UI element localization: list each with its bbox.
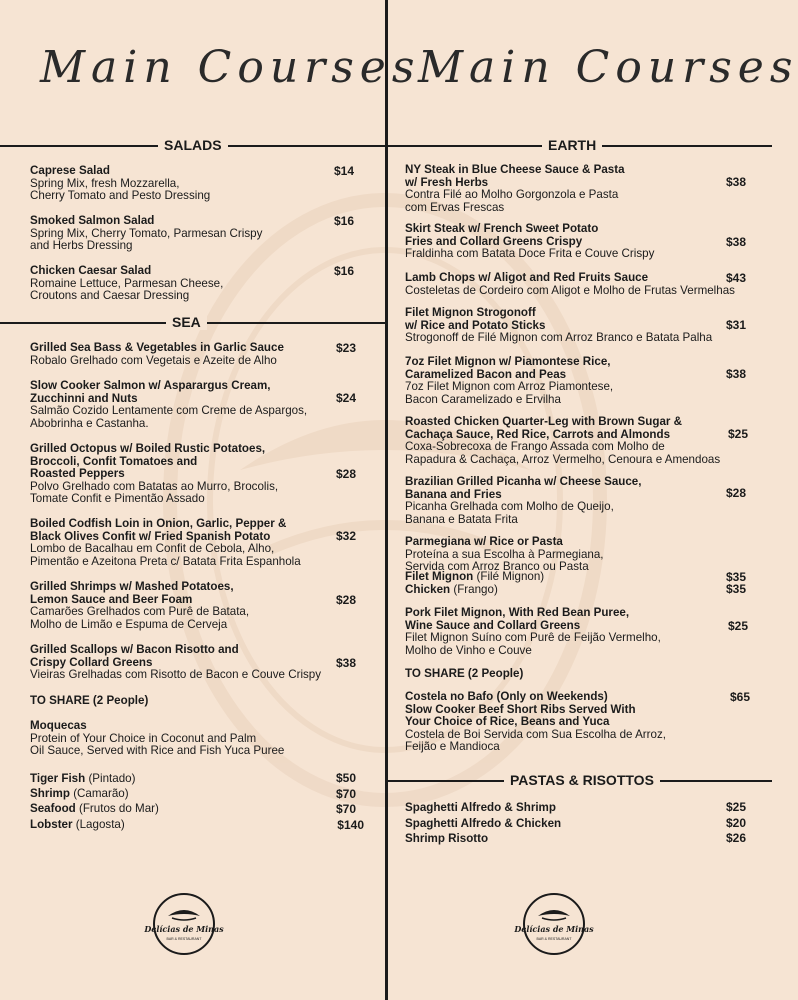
- item-price: $25: [727, 619, 748, 633]
- option-price: $35: [725, 570, 746, 584]
- item-price: $25: [725, 800, 746, 814]
- item-name: Moquecas: [30, 719, 87, 732]
- item-name: Filet Mignon Strogonoff w/ Rice and Potato Sticks: [405, 306, 546, 332]
- option-row: [30, 817, 125, 832]
- item-desc: Strogonoff de Filé Mignon com Arroz Branco e Batata Palha: [405, 331, 713, 345]
- menu-item: [30, 443, 330, 506]
- item-desc: Spring Mix, fresh Mozzarella, Cherry Tomato and Pesto Dressing: [30, 176, 211, 203]
- logo-name: Delícias de Minas: [144, 924, 224, 934]
- item-price: $31: [725, 318, 746, 332]
- option-price: $70: [335, 787, 356, 801]
- page-title-right: Main Courses: [418, 42, 798, 93]
- item-price: $38: [725, 367, 746, 381]
- logo-name: Delícias de Minas: [514, 924, 594, 934]
- option-name: Lobster: [30, 818, 73, 831]
- item-price: $26: [725, 831, 746, 845]
- item-name: Brazilian Grilled Picanha w/ Cheese Sauce, Banana and Fries: [405, 475, 642, 501]
- item-desc: Robalo Grelhado com Vegetais e Azeite de Alho: [30, 353, 277, 367]
- item-name: Boiled Codfish Loin in Onion, Garlic, Pepper & Black Olives Confit w/ Fried Spanish Potato: [30, 517, 287, 543]
- menu-item: [30, 215, 330, 253]
- item-price: $16: [333, 214, 354, 228]
- item-name: Grilled Shrimps w/ Mashed Potatoes, Lemon Sauce and Beer Foam: [30, 580, 234, 606]
- item-name: Smoked Salmon Salad: [30, 214, 155, 227]
- menu-item: [405, 416, 767, 466]
- pasta-item-name: Spaghetti Alfredo & Shrimp: [405, 801, 556, 814]
- option-name: Tiger Fish: [30, 772, 86, 785]
- item-price: $28: [725, 486, 746, 500]
- section-earth: [388, 137, 772, 153]
- menu-item: [405, 356, 715, 406]
- option-row: [30, 786, 129, 801]
- item-price: $25: [727, 427, 748, 441]
- item-desc: Costeletas de Cordeiro com Aligot e Molho de Frutas Vermelhas: [405, 283, 735, 297]
- item-price: $20: [725, 816, 746, 830]
- option-pt: (Filé Mignon): [476, 570, 545, 583]
- item-desc: Filet Mignon Suíno com Purê de Feijão Vermelho, Molho de Vinho e Couve: [405, 631, 661, 657]
- option-name: Chicken: [405, 583, 451, 596]
- item-desc: 7oz Filet Mignon com Arroz Piamontese, Bacon Caramelizado e Ervilha: [405, 380, 614, 406]
- to-share-label: TO SHARE (2 People): [30, 694, 149, 707]
- item-price: $38: [725, 235, 746, 249]
- item-desc: Costela de Boi Servida com Sua Escolha de Arroz, Feijão e Mandioca: [405, 727, 666, 754]
- item-price: $28: [335, 593, 356, 607]
- item-desc: Proteína a sua Escolha à Parmegiana, Servida com Arroz Branco ou Pasta: [405, 547, 604, 574]
- item-name: Grilled Sea Bass & Vegetables in Garlic Sauce: [30, 341, 284, 354]
- option-price: $140: [337, 818, 364, 832]
- item-desc: Salmão Cozido Lentamente com Creme de Aspargos, Abobrinha e Castanha.: [30, 404, 308, 430]
- item-price: $16: [333, 264, 354, 278]
- option-pt: (Camarão): [73, 787, 129, 800]
- option-row: [30, 801, 159, 816]
- item-price: $28: [335, 467, 356, 481]
- option-price: $70: [335, 802, 356, 816]
- menu-item: [30, 644, 370, 682]
- option-row: [405, 582, 498, 597]
- menu-item: [405, 223, 715, 261]
- item-desc: Contra Filé ao Molho Gorgonzola e Pasta com Ervas Frescas: [405, 188, 619, 214]
- right-column: [388, 0, 798, 1000]
- item-price: $65: [729, 690, 750, 704]
- option-pt: (Frutos do Mar): [78, 802, 159, 815]
- pasta-item-name: Spaghetti Alfredo & Chicken: [405, 817, 562, 830]
- restaurant-logo: [144, 892, 224, 956]
- item-name: Grilled Octopus w/ Boiled Rustic Potatoes, Broccoli, Confit Tomatoes and Roasted Peppers: [30, 442, 266, 481]
- item-desc: Camarões Grelhados com Purê de Batata, Molho de Limão e Espuma de Cerveja: [30, 605, 250, 631]
- menu-item: [405, 164, 715, 214]
- option-pt: (Lagosta): [75, 818, 125, 831]
- menu-item-moquecas: [30, 720, 350, 758]
- menu-item: [30, 165, 330, 203]
- item-name: Pork Filet Mignon, With Red Bean Puree, Wine Sauce and Collard Greens: [405, 606, 630, 632]
- section-heading-salads: SALADS: [158, 137, 228, 153]
- item-price: $23: [335, 341, 356, 355]
- pasta-item-name: Shrimp Risotto: [405, 832, 489, 845]
- item-desc: Coxa-Sobrecoxa de Frango Assada com Molho de Rapadura & Cachaça, Arroz Vermelho, Cenoura e Amendoas: [405, 440, 721, 466]
- item-name: Grilled Scallops w/ Bacon Risotto and Crispy Collard Greens: [30, 643, 239, 669]
- item-desc: Polvo Grelhado com Batatas ao Murro, Brocolis, Tomate Confit e Pimentão Assado: [30, 479, 279, 506]
- item-desc: Vieiras Grelhadas com Risotto de Bacon e Couve Crispy: [30, 668, 322, 682]
- option-pt: (Frango): [453, 583, 498, 596]
- option-name: Seafood: [30, 802, 76, 815]
- option-name: Filet Mignon: [405, 570, 474, 583]
- item-desc: Fraldinha com Batata Doce Frita e Couve Crispy: [405, 247, 655, 261]
- item-name: Costela no Bafo (Only on Weekends) Slow Cooker Beef Short Ribs Served With Your Choice of Rice, Beans and Yuca: [405, 690, 636, 729]
- item-name: Parmegiana w/ Rice or Pasta: [405, 535, 563, 548]
- menu-item: [405, 476, 715, 526]
- section-heading-sea: SEA: [166, 314, 207, 330]
- option-price: $35: [725, 582, 746, 596]
- item-price: $38: [335, 656, 356, 670]
- menu-item: [30, 265, 330, 303]
- page-title-left: Main Courses: [40, 42, 421, 93]
- item-desc: Spring Mix, Cherry Tomato, Parmesan Crispy and Herbs Dressing: [30, 226, 263, 253]
- item-desc: Lombo de Bacalhau em Confit de Cebola, Alho, Pimentão e Azeitona Preta c/ Batata Frita Espanhola: [30, 542, 301, 568]
- menu-item-pork: [405, 607, 725, 657]
- item-name: Lamb Chops w/ Aligot and Red Fruits Sauce: [405, 271, 649, 284]
- item-price: $43: [725, 271, 746, 285]
- item-name: Roasted Chicken Quarter-Leg with Brown Sugar & Cachaça Sauce, Red Rice, Carrots and Almonds: [405, 415, 682, 441]
- item-desc: Protein of Your Choice in Coconut and Palm Oil Sauce, Served with Rice and Fish Yuca Puree: [30, 731, 285, 758]
- menu-item-costela: [405, 691, 725, 754]
- section-heading-pastas: PASTAS & RISOTTOS: [504, 772, 660, 788]
- item-name: Skirt Steak w/ French Sweet Potato Fries and Collard Greens Crispy: [405, 222, 599, 248]
- item-name: Slow Cooker Salmon w/ Asparargus Cream, Zucchinni and Nuts: [30, 379, 271, 405]
- menu-item: [30, 380, 330, 430]
- item-desc: Romaine Lettuce, Parmesan Cheese, Croutons and Caesar Dressing: [30, 276, 224, 303]
- section-heading-earth: EARTH: [542, 137, 602, 153]
- item-name: Chicken Caesar Salad: [30, 264, 152, 277]
- item-name: NY Steak in Blue Cheese Sauce & Pasta w/ Fresh Herbs: [405, 163, 625, 189]
- option-name: Shrimp: [30, 787, 70, 800]
- section-salads: [0, 137, 385, 153]
- item-price: $38: [725, 175, 746, 189]
- option-price: $50: [335, 771, 356, 785]
- section-sea: [0, 314, 385, 330]
- item-name: Caprese Salad: [30, 164, 110, 177]
- menu-item: [30, 581, 330, 631]
- item-desc: Picanha Grelhada com Molho de Queijo, Banana e Batata Frita: [405, 500, 614, 526]
- logo-tagline: BAR & RESTAURANT: [166, 937, 202, 941]
- restaurant-logo: [514, 892, 594, 956]
- option-pt: (Pintado): [88, 772, 136, 785]
- item-name: 7oz Filet Mignon w/ Piamontese Rice, Caramelized Bacon and Peas: [405, 355, 611, 381]
- item-price: $24: [335, 391, 356, 405]
- section-pastas: [388, 772, 772, 788]
- option-row: [30, 771, 135, 786]
- item-price: $14: [333, 164, 354, 178]
- menu-item: [30, 342, 330, 367]
- logo-tagline: BAR & RESTAURANT: [536, 937, 572, 941]
- menu-item: [30, 518, 350, 568]
- item-price: $32: [335, 529, 356, 543]
- to-share-label: TO SHARE (2 People): [405, 667, 524, 680]
